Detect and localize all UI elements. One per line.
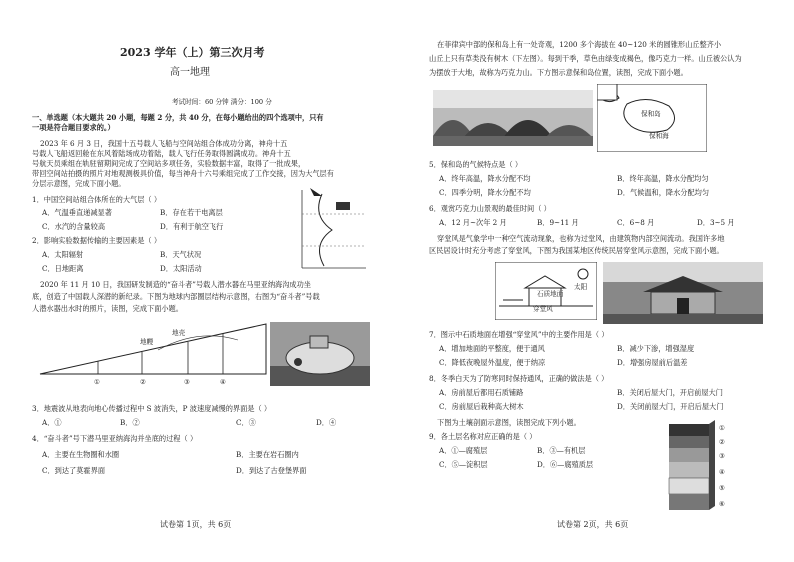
submersible-photo [270, 322, 370, 386]
earth-interior-diagram [38, 320, 270, 382]
q8-option-a[interactable]: A．房前屋后都用石质铺路 [439, 388, 524, 397]
diagram-label: 地幔 [140, 338, 154, 346]
section-heading: 一、单选题（本大题共 20 小题，每题 2 分，共 40 分，在每小题给出的四个选项中，只有 [32, 113, 324, 122]
soil-label: ⑤ [719, 484, 725, 492]
soil-intro: 下图为土壤剖面示意图，读图完成下列小题。 [437, 418, 581, 427]
q4-option-b[interactable]: B．主要在岩石圈内 [236, 450, 299, 459]
house-label-sun: 太阳 [574, 283, 588, 291]
q5-option-a[interactable]: A．终年高温，降水分配不均 [439, 174, 531, 183]
q2-option-c[interactable]: C．日地距离 [42, 264, 84, 273]
soil-profile-diagram [667, 420, 717, 514]
q7-option-b[interactable]: B．减少下渗，增强湿度 [617, 344, 695, 353]
q2-option-b[interactable]: B．天气状况 [160, 250, 202, 259]
passage-line: 在菲律宾中部的保和岛上有一处奇观，1200 多个海拔在 40~120 米的圆锥形山丘整齐小 [437, 40, 722, 49]
passage-line: 带回空间站拍摄的照片对地观测极具价值，每当神舟十六号乘组完成了工作交接，因为大气层有 [32, 169, 334, 178]
q9-stem: 9．各土层名称对应正确的是（ ） [429, 432, 537, 441]
q7-option-c[interactable]: C．降低夜晚屋外温度，便于纳凉 [439, 358, 546, 367]
q6-option-d[interactable]: D．3~5 月 [697, 218, 735, 227]
page-footer: 试卷第 1页，共 6页 [160, 520, 232, 529]
page-2 [397, 0, 794, 562]
q3-option-c[interactable]: C．③ [236, 418, 256, 427]
passage-line: 区民居设计时充分考虑了穿堂风，下图为我国某地区传统民居穿堂风示意图，完成下面小题。 [429, 246, 724, 255]
q6-option-b[interactable]: B．9~11 月 [537, 218, 579, 227]
passage-line: 号载人飞船返回舱在东风着陆场成功着陆，载人飞行任务取得圆满成功。神舟十五 [32, 149, 291, 158]
diagram-label: ③ [184, 378, 190, 386]
chocolate-hills-photo [433, 90, 593, 146]
q6-stem: 6．观赏巧克力山景观的最佳时间（ ） [429, 204, 551, 213]
soil-label: ⑥ [719, 500, 725, 508]
q1-option-b[interactable]: B．存在若干电离层 [160, 208, 223, 217]
q8-option-b[interactable]: B．关闭后屋大门，开启前屋大门 [617, 388, 723, 397]
q5-option-b[interactable]: B．终年高温，降水分配均匀 [617, 174, 709, 183]
diagram-label: ② [140, 378, 146, 386]
q9-option-b[interactable]: B．③—有机层 [537, 446, 586, 455]
q6-option-c[interactable]: C．6~8 月 [617, 218, 655, 227]
diagram-label: ④ [220, 378, 226, 386]
q7-stem: 7．图示中石质地面在增强“穿堂风”中的主要作用是（ ） [429, 330, 609, 339]
q1-option-d[interactable]: D．有利于航空飞行 [160, 222, 224, 231]
q1-option-a[interactable]: A．气温垂直递减显著 [42, 208, 112, 217]
map-label-sea: 保和海 [649, 132, 669, 140]
passage-line: 山丘上只有草类没有树木（下左图）。每到干季，草色由绿变成褐色，像巧克力一样。山丘被公认为 [429, 54, 742, 63]
q8-option-c[interactable]: C．房前屋后栽种高大树木 [439, 402, 524, 411]
q9-option-d[interactable]: D．⑥—腐殖质层 [537, 460, 594, 469]
q5-stem: 5．保和岛的气候特点是（ ） [429, 160, 523, 169]
q7-option-a[interactable]: A．增加地面的平整度，便于通风 [439, 344, 545, 353]
q9-option-a[interactable]: A．①—腐殖层 [439, 446, 488, 455]
q3-stem: 3．地震波从地表向地心传播过程中 S 波消失，P 波速度减慢的界面是（ ） [32, 404, 272, 413]
page-footer: 试卷第 2页，共 6页 [557, 520, 629, 529]
passage-line: 2023 年 6 月 3 日，我国十五号载人飞船与空间站组合体成功分离，神舟十五 [40, 139, 288, 148]
passage-line: 2020 年 11 月 10 日，我国研发制造的“奋斗者”号载人潜水器在马里亚纳海沟成功坐 [40, 280, 311, 289]
passage-line: 底，创造了中国载人深潜的新纪录。下图为地球内部圈层结构示意图，右图为“奋斗者”号载 [32, 292, 320, 301]
soil-label: ② [719, 438, 725, 446]
soil-label: ④ [719, 468, 725, 476]
q4-option-d[interactable]: D．到达了古登堡界面 [236, 466, 307, 475]
q3-option-d[interactable]: D．④ [316, 418, 337, 427]
soil-label: ③ [719, 452, 725, 460]
soil-label: ① [719, 424, 725, 432]
exam-info: 考试时间：60 分钟 满分：100 分 [172, 98, 272, 106]
q5-option-d[interactable]: D．气候温和，降水分配均匀 [617, 188, 710, 197]
passage-line: 穿堂风是气象学中一种空气流动现象，也称为过堂风，由建筑物内部空间流动。我国许多地 [437, 234, 725, 243]
passage-line: 号航天员乘组在轨驻留期间完成了空间站多项任务，实验数据丰富，取得了一批成果， [32, 159, 306, 168]
passage-line: 分层示意图，完成下面小题。 [32, 179, 126, 188]
section-heading-2: 一项是符合题目要求的。） [32, 123, 115, 132]
q2-option-a[interactable]: A．太阳辐射 [42, 250, 84, 259]
q2-option-d[interactable]: D．太阳活动 [160, 264, 202, 273]
q3-option-b[interactable]: B．② [120, 418, 140, 427]
q2-stem: 2．影响实验数据传输的主要因素是（ ） [32, 236, 162, 245]
q9-option-c[interactable]: C．⑤—淀积层 [439, 460, 488, 469]
q4-stem: 4．“奋斗者”号下潜马里亚纳海沟并坐底的过程（ ） [32, 434, 198, 443]
q5-option-c[interactable]: C．四季分明，降水分配不均 [439, 188, 531, 197]
atmosphere-diagram [262, 186, 370, 272]
q8-option-d[interactable]: D．关闭前屋大门，开启后屋大门 [617, 402, 724, 411]
passage-line: 为摆放于大地，故称为巧克力山。下方图示意保和岛位置，读图，完成下面小题。 [429, 68, 688, 77]
q1-stem: 1．中国空间站组合体所在的大气层（ ） [32, 195, 162, 204]
exam-subtitle: 高一地理 [170, 67, 210, 78]
diagram-label: 地壳 [172, 329, 186, 337]
q3-option-a[interactable]: A．① [42, 418, 62, 427]
house-photo [603, 262, 763, 324]
exam-title: 2023 学年（上）第三次月考 [120, 46, 265, 59]
house-label-stone: 石质地面 [537, 290, 564, 298]
diagram-label: ① [94, 378, 100, 386]
q4-option-c[interactable]: C．到达了莫霍界面 [42, 466, 106, 475]
q1-option-c[interactable]: C．水汽的含量较高 [42, 222, 106, 231]
q4-option-a[interactable]: A．主要在生物圈和水圈 [42, 450, 120, 459]
q7-option-d[interactable]: D．增强房屋前后温差 [617, 358, 688, 367]
map-label-island: 保和岛 [641, 110, 661, 118]
passage-line: 人潜水器出水时的照片，读图，完成下面小题。 [32, 304, 183, 313]
q6-option-a[interactable]: A．12 月~次年 2 月 [439, 218, 507, 227]
house-label-draft: 穿堂风 [533, 305, 553, 313]
q8-stem: 8．冬季白天为了防寒同时保持通风，正确的做法是（ ） [429, 374, 609, 383]
